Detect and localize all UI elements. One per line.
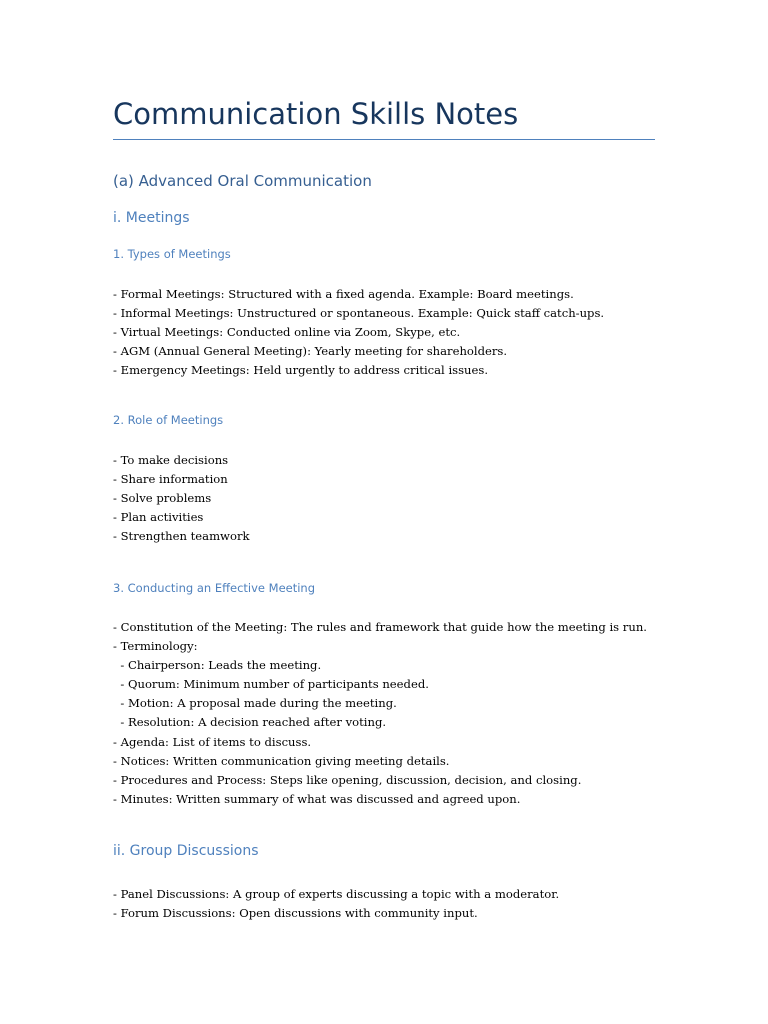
list-item: - Motion: A proposal made during the meeting. [113,696,397,711]
section-heading-advanced-oral-communication: (a) Advanced Oral Communication [113,172,372,190]
list-item: - Emergency Meetings: Held urgently to address critical issues. [113,363,489,378]
subsection-heading-group-discussions: ii. Group Discussions [113,843,259,859]
list-item: - Notices: Written communication giving meeting details. [113,753,450,768]
heading-role-of-meetings: 2. Role of Meetings [113,413,224,427]
title-underline [113,139,655,140]
list-item: - Resolution: A decision reached after voting. [113,715,387,730]
types-of-meetings-list [113,285,604,380]
list-item: - Panel Discussions: A group of experts discussing a topic with a moderator. [113,887,560,901]
list-item: - Strengthen teamwork [113,529,250,544]
heading-conducting-effective-meeting: 3. Conducting an Effective Meeting [113,581,316,595]
list-item: - Agenda: List of items to discuss. [113,734,312,749]
subsection-heading-meetings: i. Meetings [113,210,190,226]
list-item: - Quorum: Minimum number of participants needed. [113,677,429,692]
list-item: - Informal Meetings: Unstructured or spontaneous. Example: Quick staff catch-ups. [113,306,605,321]
list-item: - Chairperson: Leads the meeting. [113,658,322,673]
list-item: - Plan activities [113,510,204,525]
list-item: - To make decisions [113,453,229,467]
conducting-meeting-list [113,618,647,809]
list-item: - Virtual Meetings: Conducted online via Zoom, Skype, etc. [113,325,461,340]
list-item: - Constitution of the Meeting: The rules and framework that guide how the meeting is run. [113,620,647,634]
role-of-meetings-list [113,451,250,546]
page-title: Communication Skills Notes [113,97,519,131]
list-item: - AGM (Annual General Meeting): Yearly meeting for shareholders. [113,344,508,359]
list-item: - Solve problems [113,491,212,506]
heading-types-of-meetings: 1. Types of Meetings [113,247,231,261]
list-item: - Terminology: [113,639,198,654]
group-discussions-list [113,885,559,923]
list-item: - Procedures and Process: Steps like opening, discussion, decision, and closing. [113,772,582,787]
list-item: - Forum Discussions: Open discussions with community input. [113,906,478,921]
list-item: - Formal Meetings: Structured with a fixed agenda. Example: Board meetings. [113,287,574,301]
list-item: - Minutes: Written summary of what was discussed and agreed upon. [113,791,521,806]
list-item: - Share information [113,472,228,487]
